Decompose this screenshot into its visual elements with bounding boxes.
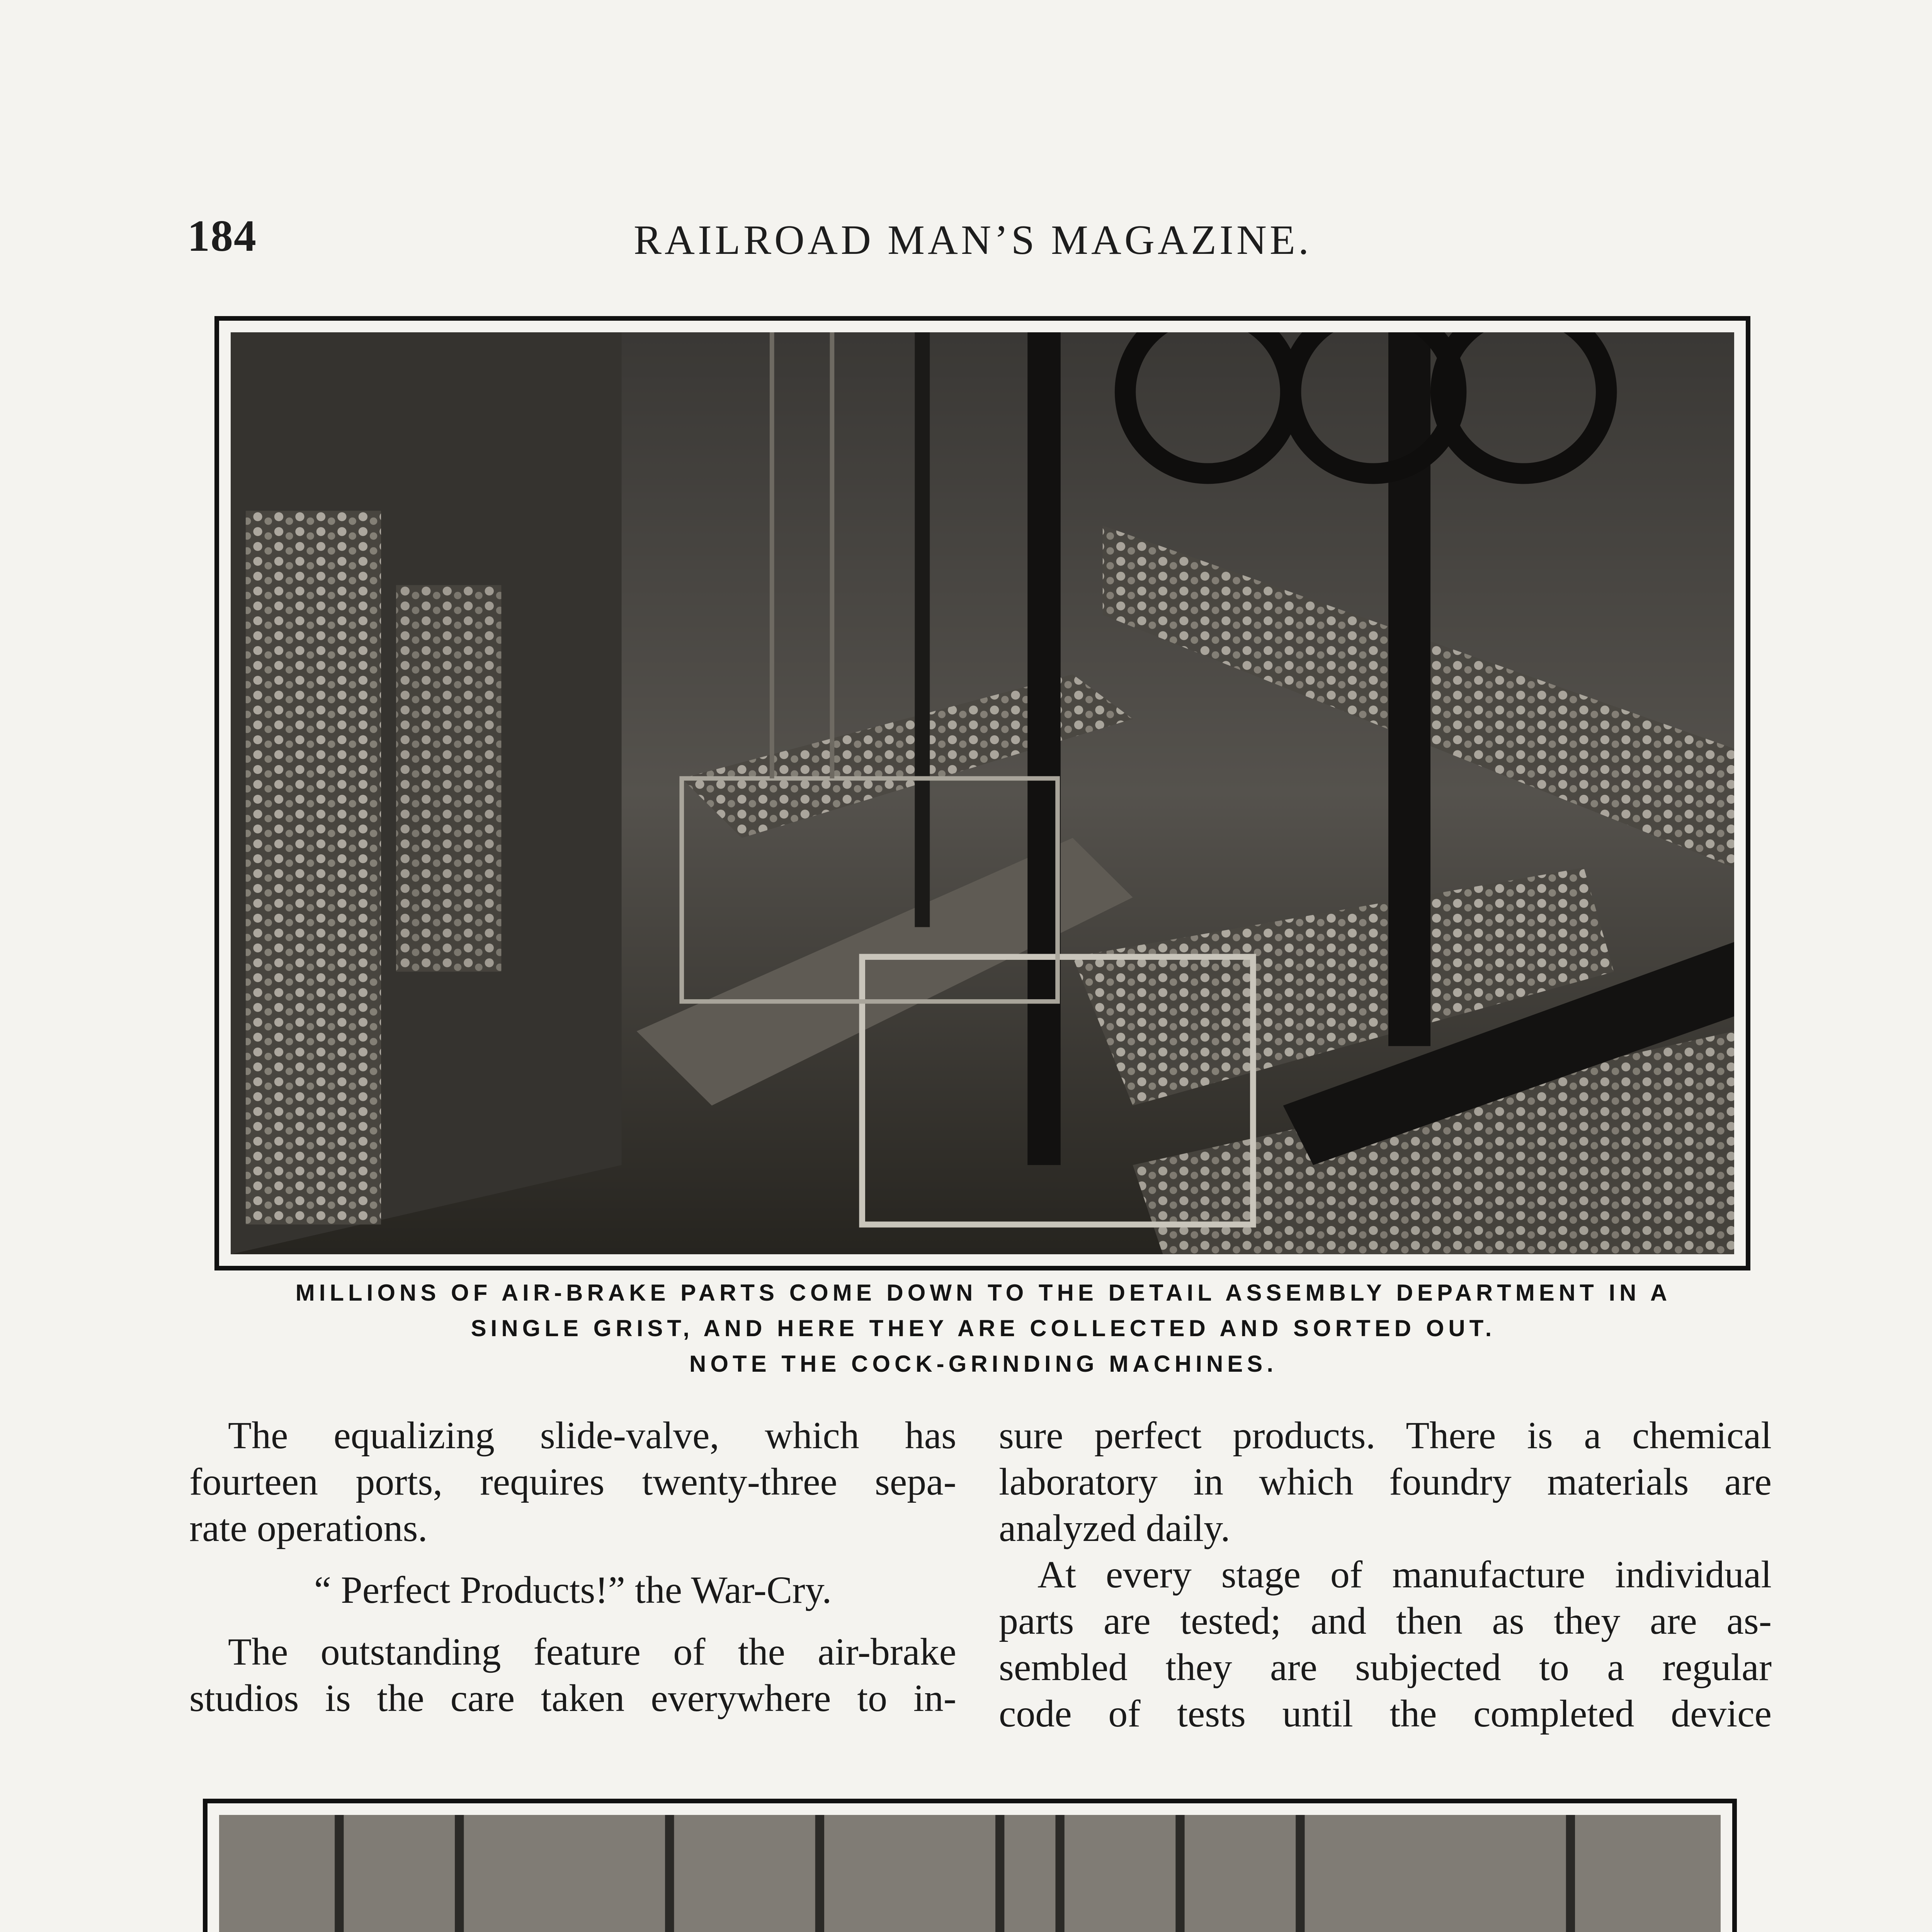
running-title: RAILROAD MAN’S MAGAZINE. [634,217,1312,263]
text-line: At every stage of manufacture individual [1037,1553,1772,1596]
top-photograph-frame [214,316,1750,1270]
assembly-department-photograph [231,332,1734,1254]
page-number: 184 [187,211,257,261]
text-line: studios is the care taken everywhere to in- [189,1677,956,1719]
text-line: The equalizing slide-valve, which has [228,1414,956,1457]
caption-line: NOTE THE COCK-GRINDING MACHINES. [689,1351,1277,1377]
text-line: code of tests until the completed device [999,1692,1772,1735]
right-column [999,1412,1772,1737]
left-column [189,1412,956,1721]
caption-line: SINGLE GRIST, AND HERE THEY ARE COLLECTED AND SORTED OUT. [471,1315,1496,1341]
section-subheading: “ Perfect Products!” the War-Cry. [314,1568,832,1611]
text-line: sure perfect products. There is a chemical [999,1414,1772,1457]
test-room-illustration [219,1815,1721,1932]
compressor-test-room-photograph [219,1815,1721,1932]
assembly-department-illustration [231,332,1734,1254]
bottom-photograph-frame [203,1799,1737,1932]
top-photo-caption [216,1275,1750,1382]
text-line: parts are tested; and then as they are as- [999,1599,1772,1642]
caption-line: MILLIONS OF AIR-BRAKE PARTS COME DOWN TO THE DETAIL ASSEMBLY DEPARTMENT IN A [295,1280,1672,1306]
text-line: sembled they are subjected to a regular [999,1646,1772,1689]
text-line: analyzed daily. [999,1507,1230,1549]
text-line: rate operations. [189,1507,428,1549]
text-line: The outstanding feature of the air-brake [228,1630,956,1673]
text-line: fourteen ports, requires twenty-three sepa- [189,1460,956,1503]
text-line: laboratory in which foundry materials are [999,1460,1772,1503]
